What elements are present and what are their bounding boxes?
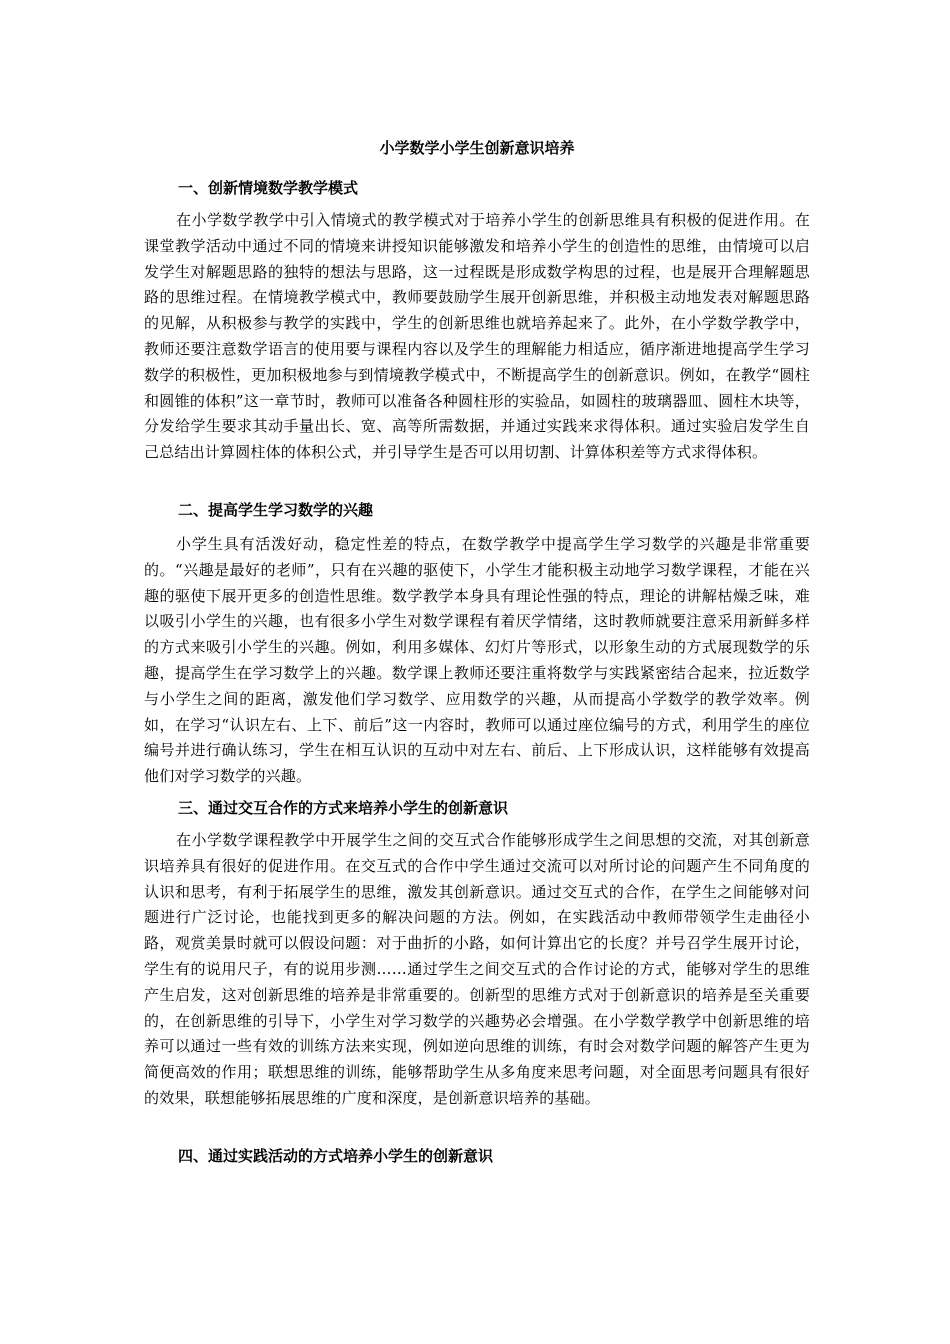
section-heading-3: 三、通过交互合作的方式来培养小学生的创新意识 [178,799,509,817]
section-heading-4: 四、通过实践活动的方式培养小学生的创新意识 [178,1147,494,1165]
section-paragraph-1: 在小学数学教学中引入情境式的教学模式对于培养小学生的创新思维具有积极的促进作用。在课堂教学活动中通过不同的情境来讲授知识能够激发和培养小学生的创造性的思维，由情境可以启发学生对解题思路的独特的想法与思路，这一过程既是形成数学构思的过程，也是展开合理解题思路的思维过程。在情境教学模式中，教师要鼓励学生展开创新思维，并积极主动地发表对解题思路的见解，从积极参与教学的实践中，学生的创新思维也就培养起来了。此外，在小学数学教学中，教师还要注意数学语言的使用要与课程内容以及学生的理解能力相适应，循序渐进地提高学生学习数学的积极性，更加积极地参与到情境教学模式中，不断提高学生的创新意识。例如，在教学“圆柱和圆锥的体积”这一章节时，教师可以准备各种圆柱形的实验品，如圆柱的玻璃器皿、圆柱木块等，分发给学生要求其动手量出长、宽、高等所需数据，并通过实践来求得体积。通过实验启发学生自己总结出计算圆柱体的体积公式，并引导学生是否可以用切割、计算体积差等方式求得体积。 [144,211,810,462]
section-heading-2: 二、提高学生学习数学的兴趣 [178,501,374,519]
section-paragraph-2: 小学生具有活泼好动，稳定性差的特点，在数学教学中提高学生学习数学的兴趣是非常重要的。“兴趣是最好的老师”，只有在兴趣的驱使下，小学生才能积极主动地学习数学课程，才能在兴趣的驱使下展开更多的创造性思维。数学教学本身具有理论性强的特点，理论的讲解枯燥乏味，难以吸引小学生的兴趣，也有很多小学生对数学课程有着厌学情绪，这时教师就要注意采用新鲜多样的方式来吸引小学生的兴趣。例如，利用多媒体、幻灯片等形式，以形象生动的方式展现数学的乐趣，提高学生在学习数学上的兴趣。数学课上教师还要注重将数学与实践紧密结合起来，拉近数学与小学生之间的距离，激发他们学习数学、应用数学的兴趣，从而提高小学数学的教学效率。例如，在学习“认识左右、上下、前后”这一内容时，教师可以通过座位编号的方式，利用学生的座位编号并进行确认练习，学生在相互认识的互动中对左右、前后、上下形成认识，这样能够有效提高他们对学习数学的兴趣。 [144,535,810,786]
section-heading-1: 一、创新情境数学教学模式 [178,179,359,197]
section-paragraph-3: 在小学数学课程教学中开展学生之间的交互式合作能够形成学生之间思想的交流，对其创新意识培养具有很好的促进作用。在交互式的合作中学生通过交流可以对所讨论的问题产生不同角度的认识和思考，有利于拓展学生的思维，激发其创新意识。通过交互式的合作，在学生之间能够对问题进行广泛讨论，也能找到更多的解决问题的方法。例如，在实践活动中教师带领学生走曲径小路，观赏美景时就可以假设问题：对于曲折的小路，如何计算出它的长度？并号召学生展开讨论，学生有的说用尺子，有的说用步测……通过学生之间交互式的合作讨论的方式，能够对学生的思维产生启发，这对创新思维的培养是非常重要的。创新型的思维方式对于创新意识的培养是至关重要的，在创新思维的引导下，小学生对学习数学的兴趣势必会增强。在小学数学教学中创新思维的培养可以通过一些有效的训练方法来实现，例如逆向思维的训练，有时会对数学问题的解答产生更为简便高效的作用；联想思维的训练，能够帮助学生从多角度来思考问题，对全面思考问题具有很好的效果，联想能够拓展思维的广度和深度，是创新意识培养的基础。 [144,831,810,1107]
document-title: 小学数学小学生创新意识培养 [379,139,575,157]
